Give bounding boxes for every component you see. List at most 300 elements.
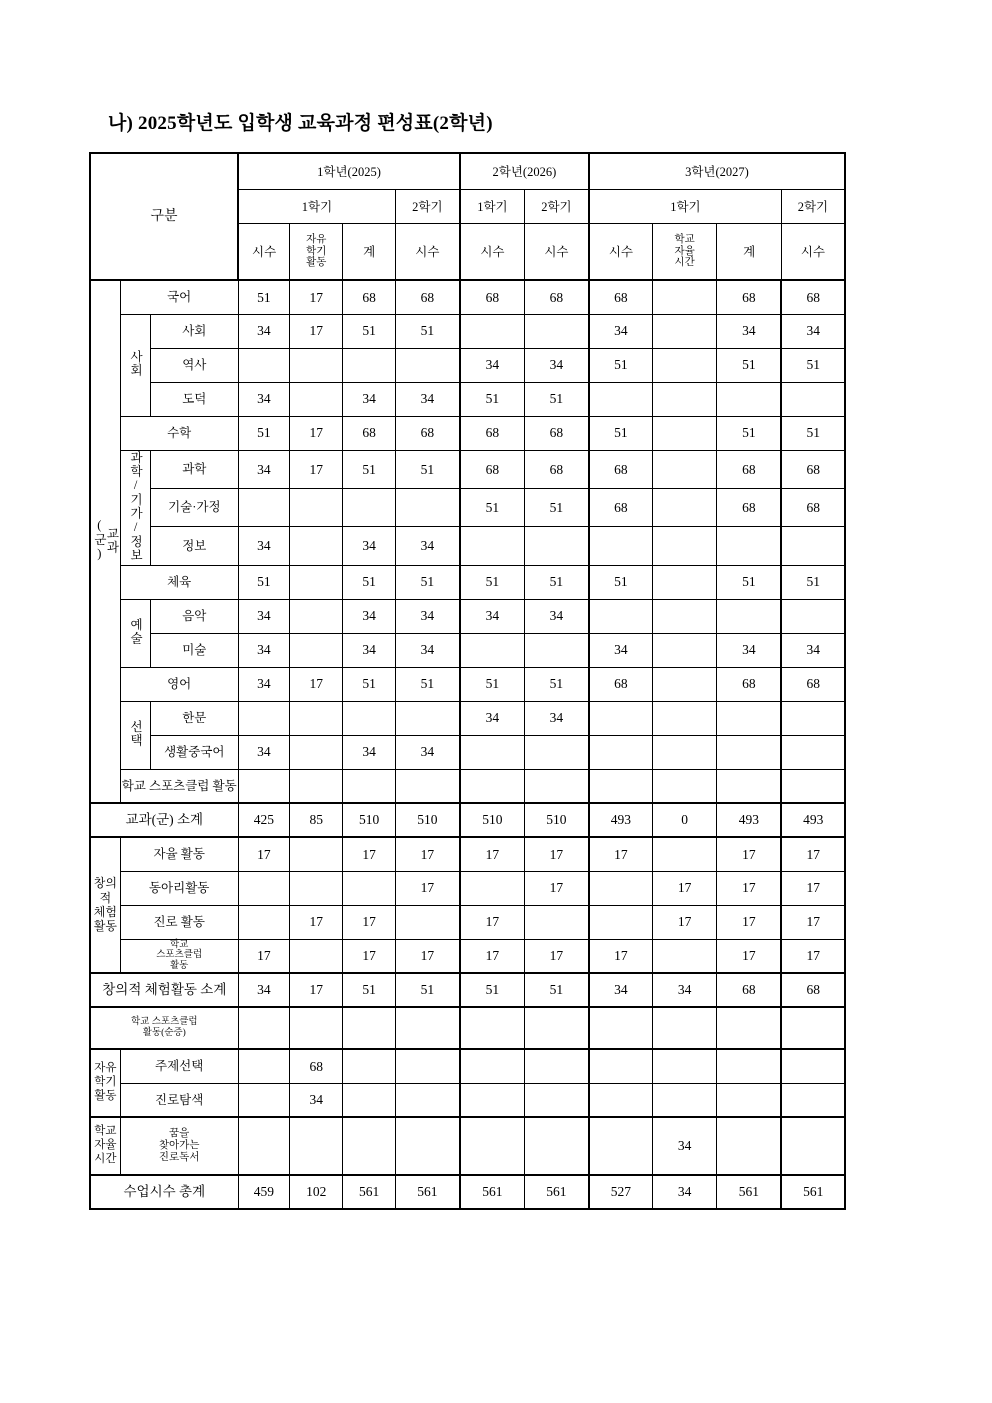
subject-row-2-cell-7 [652,348,717,382]
free-semester-row-1-cell-7 [652,1083,717,1117]
subject-row-5-cell-7 [652,450,717,488]
creative-row-0-cell-1 [290,837,343,871]
subject-row-6-cell-3 [395,488,460,526]
subject-row-12-cell-2 [343,701,395,735]
creative-row-3-cell-6: 17 [589,939,652,973]
free-semester-row [90,1083,845,1117]
subject-row-2-cell-1 [290,348,343,382]
subject-row [90,488,845,526]
subject-row-12-cell-5: 34 [524,701,589,735]
subject-row-6-cell-0 [238,488,289,526]
header-col-2: 계 [343,224,395,281]
subject-row [90,667,845,701]
subject-row [90,633,845,667]
subject-subtotal-cell-6: 493 [589,803,652,837]
creative-name: 학교 스포츠클럽 활동 [120,939,238,973]
subject-row-9-cell-2: 34 [343,599,395,633]
subject-row-1-cell-1: 17 [290,314,343,348]
free-semester-group-label: 자유 학기 활동 [90,1049,120,1117]
subject-row-12-cell-8 [717,701,782,735]
creative-row-2-cell-5 [524,905,589,939]
creative-row-1-cell-1 [290,871,343,905]
subject-row-9-cell-3: 34 [395,599,460,633]
school-autonomy-row-0-cell-6 [589,1117,652,1175]
grand-total-cell-3: 561 [395,1175,460,1209]
school-autonomy-name: 꿈을 찾아가는 진로독서 [120,1117,238,1175]
subject-row-14-cell-6 [589,769,652,803]
subject-row [90,314,845,348]
creative-row-2-cell-6 [589,905,652,939]
subject-row-13-cell-3: 34 [395,735,460,769]
creative-subtotal-cell-9: 68 [781,973,845,1007]
grand-total-cell-1: 102 [290,1175,343,1209]
sports-club-net-row [90,1007,845,1049]
subject-row [90,348,845,382]
free-semester-row-1-cell-3 [395,1083,460,1117]
subject-row-2-cell-4: 34 [460,348,525,382]
school-autonomy-row-0-cell-7: 34 [652,1117,717,1175]
subject-row-9-cell-4: 34 [460,599,525,633]
subject-row-4-cell-7 [652,416,717,450]
grand-total-cell-7: 34 [652,1175,717,1209]
sports-club-net-cell-3 [395,1007,460,1049]
creative-row-1-cell-0 [238,871,289,905]
subject-row-12-cell-7 [652,701,717,735]
subject-row-8-cell-2: 51 [343,565,395,599]
subject-name: 정보 [150,527,238,565]
header-col-4: 시수 [460,224,525,281]
subject-row-6-cell-6: 68 [589,488,652,526]
subject-subtotal-cell-2: 510 [343,803,395,837]
creative-row-3-cell-9: 17 [781,939,845,973]
subject-row-10-cell-9: 34 [781,633,845,667]
subject-row-14-cell-5 [524,769,589,803]
subject-subtotal-row [90,803,845,837]
subject-name: 체육 [120,565,238,599]
free-semester-row [90,1049,845,1083]
header-grade-3: 3학년(2027) [589,153,845,190]
free-semester-row-1-cell-5 [524,1083,589,1117]
subject-row-6-cell-5: 51 [524,488,589,526]
creative-row-2-cell-9: 17 [781,905,845,939]
grand-total-cell-8: 561 [717,1175,782,1209]
subject-row-13-cell-8 [717,735,782,769]
subject-row-3-cell-2: 34 [343,382,395,416]
subject-subtotal-cell-1: 85 [290,803,343,837]
header-col-7: 학교 자율 시간 [652,224,717,281]
creative-subtotal-cell-5: 51 [524,973,589,1007]
grand-total-cell-6: 527 [589,1175,652,1209]
creative-group-label: 창의적 체험 활동 [90,837,120,973]
subject-subtotal-cell-7: 0 [652,803,717,837]
subject-row-5-cell-8: 68 [717,450,782,488]
header-col-9: 시수 [781,224,845,281]
subject-row-3-cell-9 [781,382,845,416]
creative-row-1-cell-2 [343,871,395,905]
subject-row-6-cell-2 [343,488,395,526]
subject-subtotal-cell-9: 493 [781,803,845,837]
subject-row-4-cell-2: 68 [343,416,395,450]
subject-row-11-cell-2: 51 [343,667,395,701]
page-title: 나) 2025학년도 입학생 교육과정 편성표(2학년) [108,113,493,134]
creative-row-1-cell-3: 17 [395,871,460,905]
creative-row-0-cell-4: 17 [460,837,525,871]
free-semester-row-1-cell-2 [343,1083,395,1117]
free-semester-row-0-cell-9 [781,1049,845,1083]
subject-row-5-cell-1: 17 [290,450,343,488]
subject-name: 음악 [150,599,238,633]
subject-subgroup-label: 사회 [120,314,150,416]
table-header [90,153,845,280]
grand-total-label: 수업시수 총계 [90,1175,238,1209]
subject-row-14-cell-7 [652,769,717,803]
subject-row-4-cell-9: 51 [781,416,845,450]
free-semester-row-0-cell-6 [589,1049,652,1083]
subject-subtotal-cell-4: 510 [460,803,525,837]
subject-row-0-cell-2: 68 [343,280,395,314]
sports-club-net-cell-2 [343,1007,395,1049]
creative-row-3-cell-4: 17 [460,939,525,973]
subject-row-10-cell-8: 34 [717,633,782,667]
subject-row-0-cell-9: 68 [781,280,845,314]
subject-row-11-cell-7 [652,667,717,701]
sports-club-net-cell-5 [524,1007,589,1049]
creative-subtotal-cell-8: 68 [717,973,782,1007]
subject-row-8-cell-0: 51 [238,565,289,599]
creative-subtotal-cell-0: 34 [238,973,289,1007]
subject-row-10-cell-0: 34 [238,633,289,667]
creative-name: 동아리활동 [120,871,238,905]
free-semester-row-0-cell-2 [343,1049,395,1083]
creative-subtotal-cell-2: 51 [343,973,395,1007]
subject-row-13-cell-7 [652,735,717,769]
creative-name: 자율 활동 [120,837,238,871]
subject-row-7-cell-3: 34 [395,527,460,565]
subject-row-4-cell-1: 17 [290,416,343,450]
subject-row-12-cell-0 [238,701,289,735]
subject-row-0-cell-3: 68 [395,280,460,314]
subject-row-10-cell-6: 34 [589,633,652,667]
grand-total-cell-9: 561 [781,1175,845,1209]
subject-name: 수학 [120,416,238,450]
creative-subtotal-cell-4: 51 [460,973,525,1007]
subject-row-12-cell-6 [589,701,652,735]
subject-row-8-cell-7 [652,565,717,599]
subject-row-8-cell-1 [290,565,343,599]
subject-row-13-cell-4 [460,735,525,769]
subject-row [90,599,845,633]
subject-row-4-cell-4: 68 [460,416,525,450]
subject-row-2-cell-5: 34 [524,348,589,382]
subject-row-4-cell-3: 68 [395,416,460,450]
subject-row-0-cell-1: 17 [290,280,343,314]
subject-subtotal-cell-3: 510 [395,803,460,837]
creative-row-2-cell-4: 17 [460,905,525,939]
subject-row-0-cell-4: 68 [460,280,525,314]
free-semester-row-0-cell-7 [652,1049,717,1083]
subject-row-2-cell-6: 51 [589,348,652,382]
subject-row-11-cell-1: 17 [290,667,343,701]
header-col-5: 시수 [524,224,589,281]
subject-row-10-cell-2: 34 [343,633,395,667]
school-autonomy-row-0-cell-8 [717,1117,782,1175]
creative-row-1-cell-4 [460,871,525,905]
subject-row-0-cell-6: 68 [589,280,652,314]
subject-row-10-cell-1 [290,633,343,667]
creative-row-2-cell-0 [238,905,289,939]
subject-row-5-cell-5: 68 [524,450,589,488]
subject-row-6-cell-7 [652,488,717,526]
subject-row-14-cell-1 [290,769,343,803]
subject-name: 영어 [120,667,238,701]
subject-row-1-cell-5 [524,314,589,348]
subject-row-1-cell-8: 34 [717,314,782,348]
creative-row-1-cell-9: 17 [781,871,845,905]
free-semester-row-1-cell-6 [589,1083,652,1117]
grand-total-cell-2: 561 [343,1175,395,1209]
subject-row-8-cell-4: 51 [460,565,525,599]
creative-row-0-cell-6: 17 [589,837,652,871]
subject-row-9-cell-8 [717,599,782,633]
creative-row-0-cell-3: 17 [395,837,460,871]
subject-row-14-cell-8 [717,769,782,803]
creative-row-1-cell-6 [589,871,652,905]
subject-row-11-cell-9: 68 [781,667,845,701]
header-semester-2-1: 1학기 [460,190,525,224]
creative-row [90,905,845,939]
creative-row-1-cell-5: 17 [524,871,589,905]
subject-row-2-cell-8: 51 [717,348,782,382]
header-grade-1: 1학년(2025) [238,153,460,190]
header-semester-1-1: 1학기 [238,190,395,224]
subject-row-12-cell-3 [395,701,460,735]
school-autonomy-row-0-cell-5 [524,1117,589,1175]
subject-row-10-cell-4 [460,633,525,667]
subject-row-12-cell-9 [781,701,845,735]
subject-row-6-cell-8: 68 [717,488,782,526]
subject-row-6-cell-1 [290,488,343,526]
subject-row-14-cell-4 [460,769,525,803]
subject-row-3-cell-4: 51 [460,382,525,416]
subject-row-1-cell-7 [652,314,717,348]
subject-row [90,382,845,416]
subject-row-4-cell-6: 51 [589,416,652,450]
subject-name: 역사 [150,348,238,382]
subject-name: 국어 [120,280,238,314]
creative-row-0-cell-8: 17 [717,837,782,871]
sports-club-net-cell-6 [589,1007,652,1049]
creative-row-2-cell-2: 17 [343,905,395,939]
free-semester-row-0-cell-5 [524,1049,589,1083]
subject-row-13-cell-1 [290,735,343,769]
subject-subtotal-cell-0: 425 [238,803,289,837]
subject-row-7-cell-1 [290,527,343,565]
subject-row-10-cell-3: 34 [395,633,460,667]
header-semester-2-2: 2학기 [524,190,589,224]
subject-row-4-cell-5: 68 [524,416,589,450]
school-autonomy-row-0-cell-9 [781,1117,845,1175]
subject-row-2-cell-3 [395,348,460,382]
grand-total-cell-0: 459 [238,1175,289,1209]
free-semester-row-0-cell-8 [717,1049,782,1083]
subject-row-13-cell-6 [589,735,652,769]
subject-row-8-cell-8: 51 [717,565,782,599]
sports-club-net-cell-4 [460,1007,525,1049]
subject-row-10-cell-7 [652,633,717,667]
free-semester-row-1-cell-8 [717,1083,782,1117]
school-autonomy-row-0-cell-2 [343,1117,395,1175]
header-col-1: 자유 학기 활동 [290,224,343,281]
header-grade-2: 2학년(2026) [460,153,589,190]
creative-row [90,837,845,871]
subject-row-7-cell-9 [781,527,845,565]
creative-row-2-cell-1: 17 [290,905,343,939]
subject-row-1-cell-6: 34 [589,314,652,348]
subject-row-5-cell-3: 51 [395,450,460,488]
subject-row-8-cell-3: 51 [395,565,460,599]
subject-row [90,450,845,488]
subject-row-4-cell-8: 51 [717,416,782,450]
header-gubun: 구분 [90,153,238,280]
subject-row-14-cell-0 [238,769,289,803]
subject-row-14-cell-3 [395,769,460,803]
free-semester-row-1-cell-0 [238,1083,289,1117]
subject-row-13-cell-9 [781,735,845,769]
subject-row-7-cell-7 [652,527,717,565]
subject-name: 과학 [150,450,238,488]
subject-row-1-cell-4 [460,314,525,348]
grand-total-row [90,1175,845,1209]
subject-row [90,527,845,565]
subject-row-12-cell-1 [290,701,343,735]
creative-subtotal-cell-1: 17 [290,973,343,1007]
subject-row-7-cell-4 [460,527,525,565]
creative-row-3-cell-0: 17 [238,939,289,973]
subject-group-label: 교과 (군) [90,280,120,803]
subject-row [90,701,845,735]
subject-subgroup-label: 선택 [120,701,150,769]
subject-row-4-cell-0: 51 [238,416,289,450]
header-col-3: 시수 [395,224,460,281]
subject-row-9-cell-0: 34 [238,599,289,633]
creative-row [90,871,845,905]
sports-club-net-cell-1 [290,1007,343,1049]
subject-row-11-cell-0: 34 [238,667,289,701]
creative-row-2-cell-3 [395,905,460,939]
subject-row-2-cell-0 [238,348,289,382]
free-semester-row-0-cell-3 [395,1049,460,1083]
creative-row-3-cell-3: 17 [395,939,460,973]
free-semester-name: 주제선택 [120,1049,238,1083]
subject-row-3-cell-8 [717,382,782,416]
subject-subgroup-label: 과학/기가/정보 [120,450,150,565]
creative-row-1-cell-8: 17 [717,871,782,905]
free-semester-row-1-cell-9 [781,1083,845,1117]
school-autonomy-row-0-cell-4 [460,1117,525,1175]
free-semester-row-0-cell-1: 68 [290,1049,343,1083]
free-semester-row-0-cell-4 [460,1049,525,1083]
subject-row-13-cell-5 [524,735,589,769]
subject-subtotal-cell-8: 493 [717,803,782,837]
school-autonomy-group-label: 학교 자율 시간 [90,1117,120,1175]
subject-row-1-cell-0: 34 [238,314,289,348]
creative-row-0-cell-9: 17 [781,837,845,871]
creative-row-0-cell-7 [652,837,717,871]
subject-name: 생활중국어 [150,735,238,769]
subject-row-8-cell-9: 51 [781,565,845,599]
school-autonomy-row [90,1117,845,1175]
creative-row-2-cell-8: 17 [717,905,782,939]
subject-row-9-cell-5: 34 [524,599,589,633]
creative-row-3-cell-8: 17 [717,939,782,973]
subject-row-2-cell-2 [343,348,395,382]
subject-row-3-cell-5: 51 [524,382,589,416]
subject-row-0-cell-0: 51 [238,280,289,314]
subject-row-13-cell-2: 34 [343,735,395,769]
subject-row [90,416,845,450]
subject-row-5-cell-2: 51 [343,450,395,488]
subject-name: 기술·가정 [150,488,238,526]
header-semester-3-1: 1학기 [589,190,781,224]
subject-row-1-cell-9: 34 [781,314,845,348]
creative-row-0-cell-0: 17 [238,837,289,871]
subject-row-3-cell-0: 34 [238,382,289,416]
subject-subtotal-cell-5: 510 [524,803,589,837]
subject-name: 사회 [150,314,238,348]
table-body [90,280,845,1209]
creative-subtotal-label: 창의적 체험활동 소계 [90,973,238,1007]
subject-row-11-cell-8: 68 [717,667,782,701]
free-semester-row-1-cell-1: 34 [290,1083,343,1117]
creative-row-0-cell-5: 17 [524,837,589,871]
subject-row-5-cell-6: 68 [589,450,652,488]
subject-row-2-cell-9: 51 [781,348,845,382]
creative-row-3-cell-5: 17 [524,939,589,973]
subject-row-0-cell-7 [652,280,717,314]
subject-row-14-cell-2 [343,769,395,803]
subject-row-9-cell-1 [290,599,343,633]
subject-row-3-cell-7 [652,382,717,416]
school-autonomy-row-0-cell-0 [238,1117,289,1175]
header-col-0: 시수 [238,224,289,281]
subject-row-11-cell-4: 51 [460,667,525,701]
sports-club-net-label: 학교 스포츠클럽 활동(순증) [90,1007,238,1049]
subject-row-5-cell-9: 68 [781,450,845,488]
creative-subtotal-cell-7: 34 [652,973,717,1007]
subject-name: 도덕 [150,382,238,416]
subject-row-5-cell-0: 34 [238,450,289,488]
subject-row-11-cell-5: 51 [524,667,589,701]
subject-row [90,735,845,769]
subject-row-5-cell-4: 68 [460,450,525,488]
creative-row-2-cell-7: 17 [652,905,717,939]
subject-row-9-cell-7 [652,599,717,633]
subject-subgroup-label: 예술 [120,599,150,667]
sports-club-net-cell-0 [238,1007,289,1049]
subject-name: 한문 [150,701,238,735]
header-col-8: 계 [717,224,782,281]
grand-total-cell-4: 561 [460,1175,525,1209]
subject-name: 학교 스포츠클럽 활동 [120,769,238,803]
subject-row-8-cell-6: 51 [589,565,652,599]
subject-row-3-cell-6 [589,382,652,416]
grand-total-cell-5: 561 [524,1175,589,1209]
free-semester-name: 진로탐색 [120,1083,238,1117]
subject-row-3-cell-3: 34 [395,382,460,416]
subject-row-12-cell-4: 34 [460,701,525,735]
creative-subtotal-row [90,973,845,1007]
subject-row-3-cell-1 [290,382,343,416]
